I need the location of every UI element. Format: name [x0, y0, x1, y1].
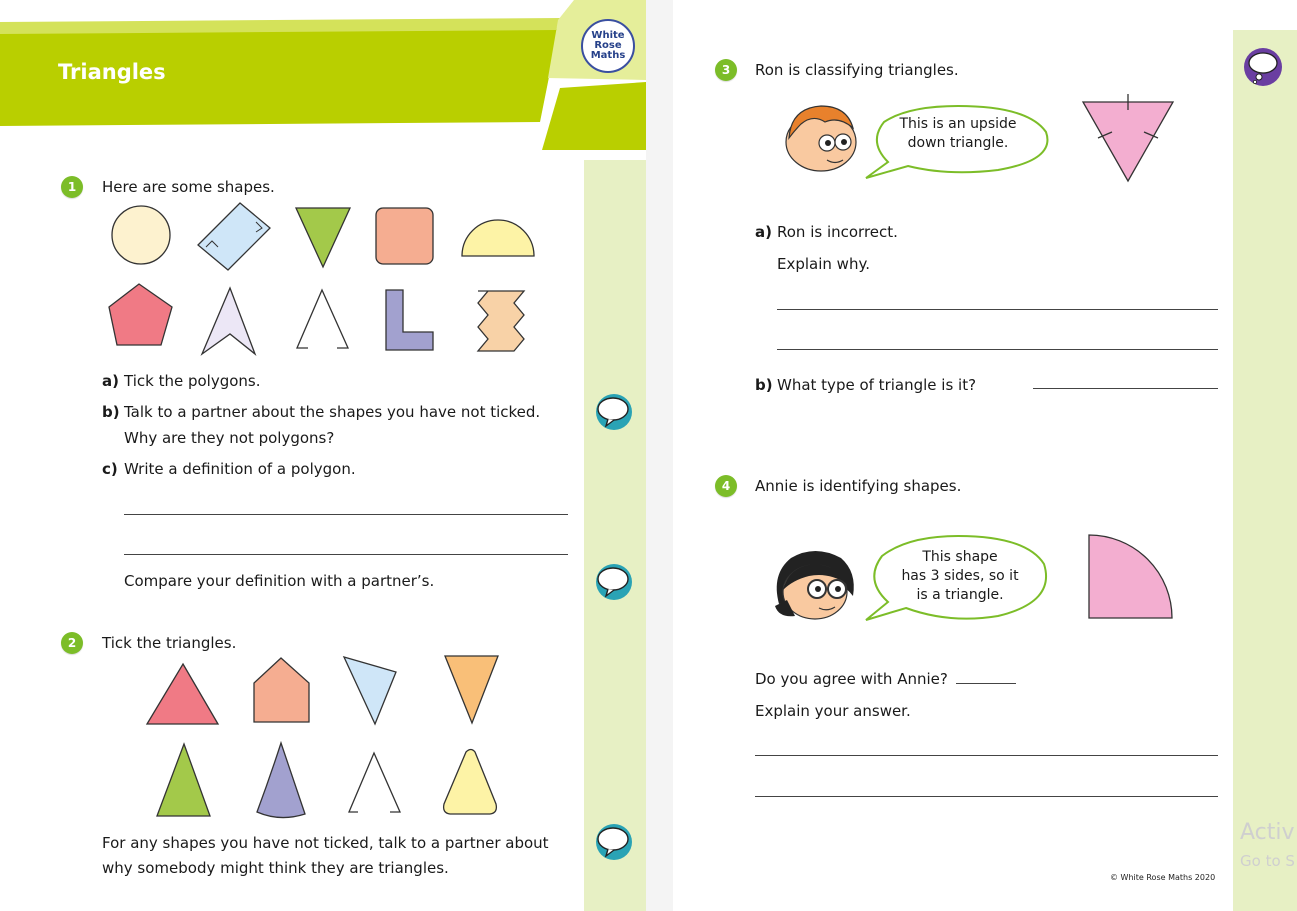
q2-footer-text-2: why somebody might think they are triangles. — [102, 859, 449, 877]
copyright-text: © White Rose Maths 2020 — [1110, 873, 1216, 882]
logo-line: Rose — [594, 40, 622, 51]
q1c-label: c) — [102, 460, 118, 478]
ron-bubble-text-2: down triangle. — [907, 135, 1009, 151]
question-number-badge: 2 — [61, 632, 83, 654]
answer-line[interactable] — [124, 514, 568, 515]
q1c-text: Write a definition of a polygon. — [124, 460, 356, 478]
q1a-label: a) — [102, 372, 119, 390]
white-rose-maths-logo — [581, 19, 635, 73]
speech-bubble-icon — [594, 562, 634, 602]
thought-bubble-icon — [1243, 46, 1283, 88]
q3b-text: What type of triangle is it? — [777, 376, 977, 394]
q4-explain-text: Explain your answer. — [755, 702, 911, 720]
purple-curved-triangle-shape — [257, 743, 305, 818]
q3a-text: Ron is incorrect. — [777, 223, 898, 241]
q3-prompt: Ron is classifying triangles. — [755, 61, 959, 79]
zigzag-shape — [478, 291, 524, 351]
green-triangle-shape — [157, 744, 210, 816]
q3a-sub: Explain why. — [777, 255, 870, 273]
q1b-text-2: Why are they not polygons? — [124, 429, 335, 447]
q1-compare-text: Compare your definition with a partner’s. — [124, 572, 435, 590]
q3a-label: a) — [755, 223, 772, 241]
yellow-rounded-triangle-shape — [444, 750, 497, 815]
rectangle-shape — [198, 203, 270, 270]
q3b-label: b) — [755, 376, 773, 394]
q1b-label: b) — [102, 403, 120, 421]
answer-line[interactable] — [1033, 388, 1218, 389]
logo-line: Maths — [590, 50, 626, 61]
q2-footer-text: For any shapes you have not ticked, talk to a partner about — [102, 834, 549, 852]
semicircle-shape — [462, 220, 534, 256]
activation-watermark-sub: Go to S — [1240, 852, 1295, 870]
triangle-shape — [296, 208, 350, 267]
activation-watermark: Activ — [1240, 820, 1295, 845]
annie-bubble-text-3: is a triangle. — [916, 587, 1004, 603]
house-pentagon-shape — [254, 658, 309, 722]
question-number-badge: 1 — [61, 176, 83, 198]
page-title: Triangles — [58, 60, 166, 84]
q4-prompt: Annie is identifying shapes. — [755, 477, 962, 495]
q4-agree-text: Do you agree with Annie? — [755, 670, 948, 688]
l-shape — [386, 290, 433, 350]
annie-character — [769, 544, 861, 626]
ron-bubble-text-1: This is an upside — [899, 116, 1017, 132]
ron-character — [781, 100, 861, 175]
speech-bubble-icon — [594, 392, 634, 432]
answer-line[interactable] — [755, 755, 1218, 756]
q1-prompt: Here are some shapes. — [102, 178, 275, 196]
q2-prompt: Tick the triangles. — [102, 634, 237, 652]
logo-line: White — [591, 30, 625, 41]
page-gap — [646, 0, 673, 911]
q1-shapes — [100, 198, 550, 363]
answer-line[interactable] — [956, 683, 1016, 684]
answer-line[interactable] — [124, 554, 568, 555]
blue-tilted-triangle-shape — [344, 657, 396, 724]
title-banner — [0, 0, 646, 170]
open-triangle-shape — [297, 290, 348, 348]
pentagon-shape — [109, 284, 172, 345]
annie-bubble-text-1: This shape — [922, 549, 998, 565]
speech-bubble-icon — [594, 822, 634, 862]
rounded-square-shape — [376, 208, 433, 264]
pink-isosceles-triangle — [1078, 92, 1178, 187]
q2-shapes — [140, 652, 510, 822]
annie-bubble-text-2: has 3 sides, so it — [901, 568, 1019, 584]
open-triangle-shape — [349, 753, 400, 812]
red-triangle-shape — [147, 664, 218, 724]
question-number-badge: 3 — [715, 59, 737, 81]
q1a-text: Tick the polygons. — [124, 372, 261, 390]
left-page — [0, 0, 646, 911]
orange-down-triangle-shape — [445, 656, 498, 723]
answer-line[interactable] — [777, 309, 1218, 310]
answer-line[interactable] — [777, 349, 1218, 350]
left-margin-strip — [584, 160, 646, 911]
arrowhead-shape — [202, 288, 255, 354]
question-number-badge: 4 — [715, 475, 737, 497]
quarter-circle-shape — [1086, 532, 1176, 622]
answer-line[interactable] — [755, 796, 1218, 797]
q1b-text: Talk to a partner about the shapes you have not ticked. — [124, 403, 541, 421]
right-margin-strip — [1233, 30, 1297, 911]
circle-shape — [112, 206, 170, 264]
right-page — [673, 0, 1297, 911]
